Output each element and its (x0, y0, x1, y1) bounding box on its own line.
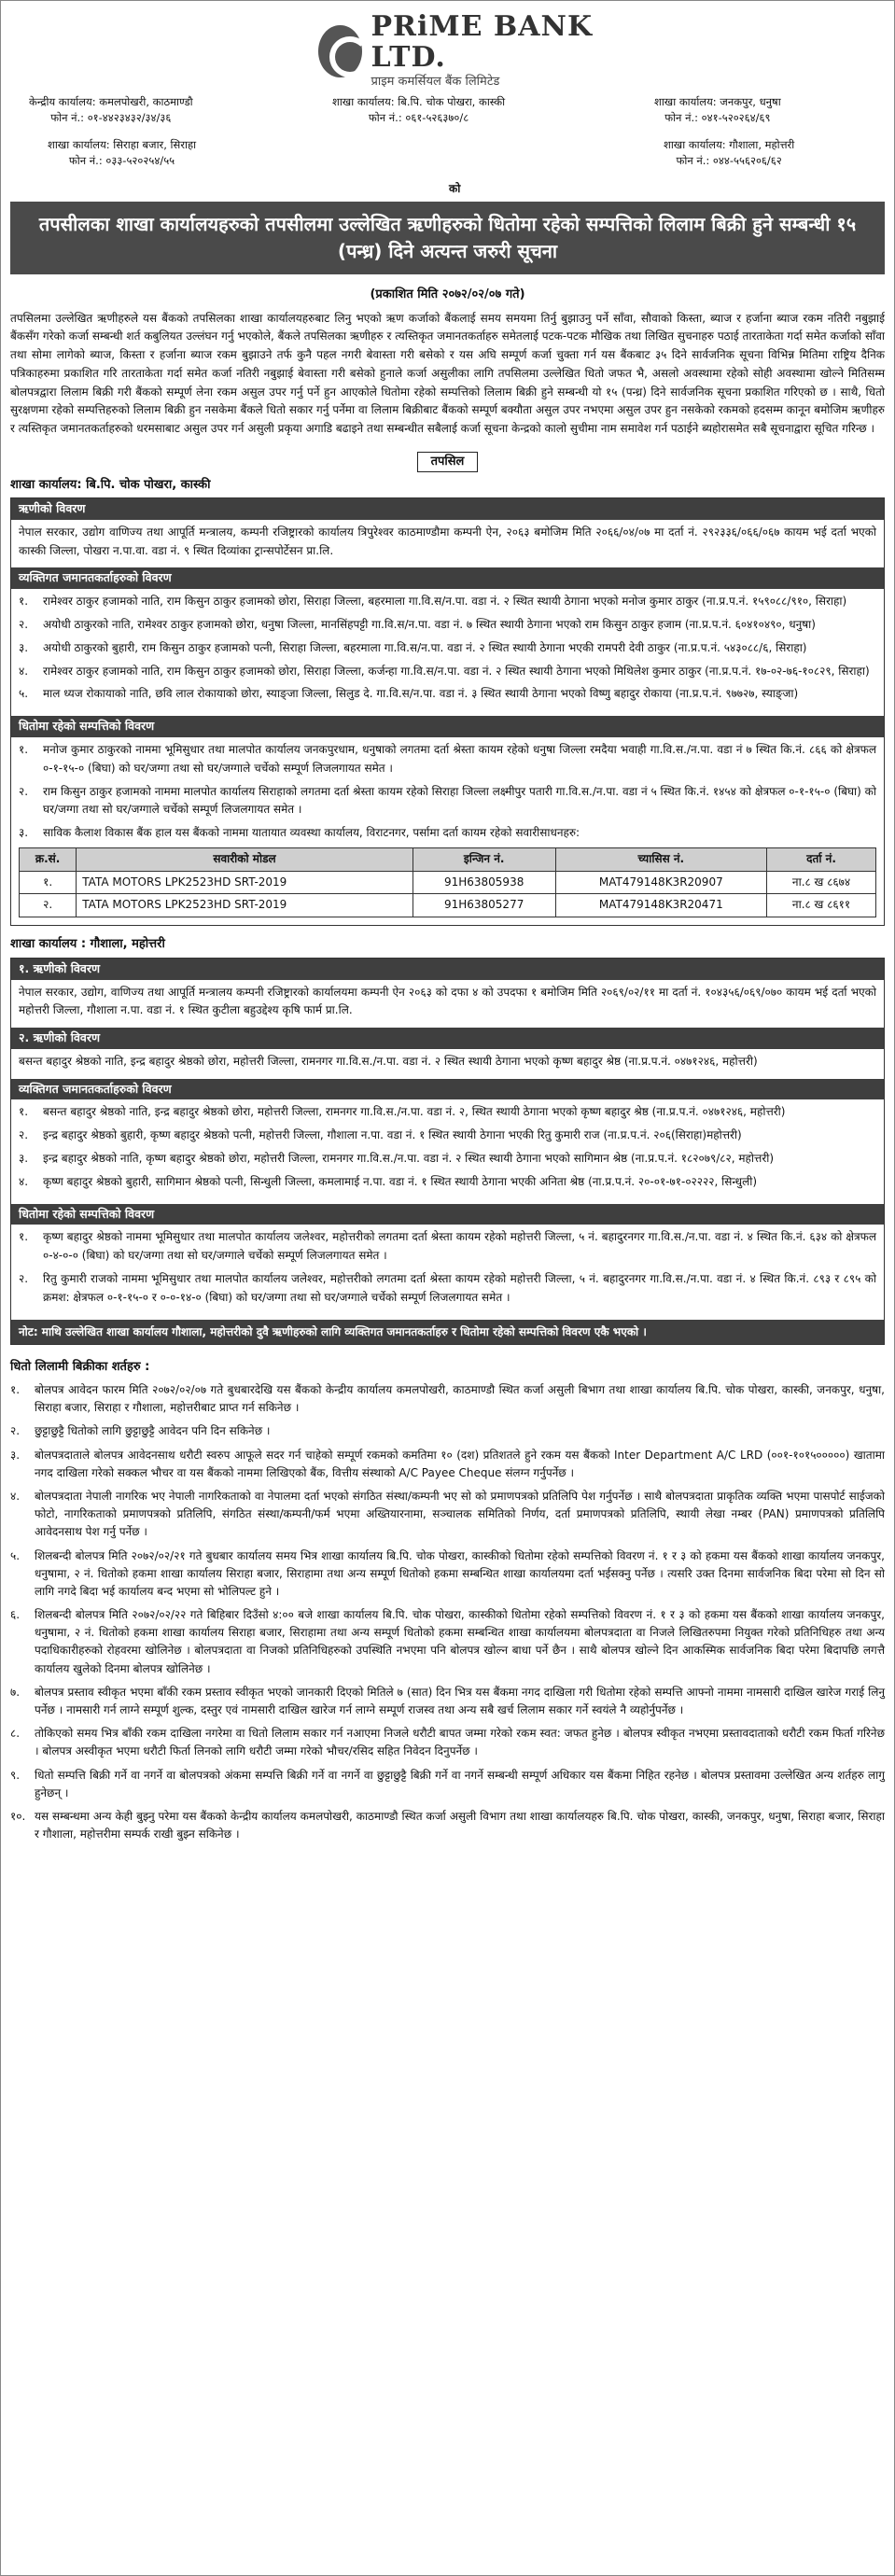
property-list (11, 737, 884, 925)
list-item: ७. बोलपत्र प्रस्ताव स्वीकृत भएमा बाँकी रकम प्रस्ताव स्वीकृत भएको जानकारी दिएको मितिले ७ (सात) दिन भित्र यस बैंकमा नगद दाखिला गरी धितोमा रहेको सम्पत्ति आफ्नो नाममा नामसारी दाखिल खारेज गराई लिनु पर्नेछ । नामसारी गर्न लाग्ने सम्पूर्ण शुल्क, दस्तुर एवं नामसारी दाखिल खारेज गर्न लाग्ने सम्पूर्ण राजस्व तथा अन्य सबै खर्च लिलाम सकार गर्ने स्वयंले नै व्यहोर्नुपर्नेछ । (10, 1685, 885, 1717)
list-item: ४. रामेश्वर ठाकुर हजामको नाति, राम किसुन ठाकुर हजामको छोरा, सिराहा जिल्ला, कर्जन्हा गा.वि.स/न.पा. वडा नं. २ स्थित स्थायी ठेगाना भएको मिथिलेश कुमार ठाकुर (ना.प्र.प.नं. १७-०२-७६-१०८२९, सिराहा) (19, 664, 870, 678)
borrower2-heading: २. ऋणीको विवरण (11, 1028, 884, 1049)
list-item: ४. बोलपत्रदाता नेपाली नागरिक भए नेपाली नागरिकताको वा नेपालमा दर्ता भएको संगठित संस्था/कम्पनी भए सो को प्रमाणपत्रको प्रतिलिपि पेश गर्नुपर्नेछ । साथै बोलपत्रदाता प्राकृतिक व्यक्ति भएमा पासपोर्ट साईजको फोटो, नागरिकताको प्रमाणपत्रको प्रतिलिपि, संगठित संस्था/कम्पनी/फर्म भएमा अख्तियारनामा, सञ्चालक समितिको निर्णय, दर्ता प्रमाणपत्रको प्रतिलिपि, स्थायी लेखा नम्बर (PAN) प्रमाणपत्रको प्रतिलिपि आवेदनसाथ पेश गर्नु पर्नेछ । (10, 1489, 885, 1539)
list-item: ५. माल ध्यज रोकायाको नाति, छवि लाल रोकायाको छोरा, स्याङ्जा जिल्ला, सिलुड दे. गा.वि.स/न.पा. वडा नं. ३ स्थित स्थायी ठेगाना भएको विष्णु बहादुर रोकाया (ना.प्र.प.नं. ९७७२७, स्याङ्जा) (19, 687, 799, 701)
borrower2-details: बसन्त बहादुर श्रेष्ठको नाति, इन्द्र बहादुर श्रेष्ठको छोरा, महोत्तरी जिल्ला, रामनगर गा.वि.स./न.पा. वडा नं. २ स्थित स्थायी ठेगाना भएको कृष्ण बहादुर श्रेष्ठ (ना.प्र.प.नं. ०४७१२४६, महोत्तरी) (19, 1054, 758, 1068)
property-list (11, 1225, 884, 1319)
list-item: ४. कृष्ण बहादुर श्रेष्ठको बुहारी, सागिमान श्रेष्ठको पत्नी, सिन्धुली जिल्ला, कमलामाई न.पा. वडा नं. १ स्थित स्थायी ठेगाना भएकी अनिता श्रेष्ठ (ना.प्र.प.नं. २०-०१-७१-०२२२२, सिन्धुली) (19, 1174, 757, 1188)
terms-heading: धितो लिलामी बिक्रीका शर्तहरु : (10, 1359, 150, 1374)
list-item: ६. शिलबन्दी बोलपत्र मिति २०७२/०२/२२ गते बिहिबार दिउँसो ४:०० बजे शाखा कार्यालय बि.पि. चोक पोखरा, कास्कीको धितोमा रहेको सम्पत्तिको विवरण नं. १ र ३ को हकमा यस बैंकको शाखा कार्यालय जनकपुर, धनुषामा, २ नं. धितोको हकमा शाखा कार्यालय सिराहा बजार, सिराहामा तथा अन्य सम्पूर्ण धितोको हकमा सम्बन्धित शाखा कार्यालयमा बोलपत्रदाता वा निजले लिखितरुपमा नियुक्त गरेको प्रतिनिधिहरु तथा अन्य पदाधिकारीहरुको रोहवरमा खोलिनेछ । बोलपत्रदाता वा निजको प्रतिनिधिहरुको उपस्थिति नभएमा पनि बोलपत्र खोल्न बाधा पर्ने छैन । साथै बोलपत्र खोल्ने दिन आकस्मिक सार्वजनिक बिदा परेमा बिदापछि लगत्तै कार्यालय खुलेको दिनमा बोलपत्र खोलिनेछ । (10, 1608, 885, 1675)
publication-date: (प्रकाशित मिति २०७२/०२/०७ गते) (370, 287, 525, 301)
bank-logo (318, 10, 626, 90)
list-item: १०. यस सम्बन्धमा अन्य केही बुझ्नु परेमा यस बैंकको केन्द्रीय कार्यालय कमलपोखरी, काठमाण्डौ स्थित कर्जा असुली विभाग तथा शाखा कार्यालयहरु बि.पि. चोक पोखरा, कास्की, जनकपुर, धनुषा, सिराहा बजार, सिराहा र गौशाला, महोत्तरीमा सम्पर्क राखी बुझ्न सकिनेछ । (10, 1809, 885, 1841)
col-model: सवारीको मोडल (77, 847, 413, 871)
header (10, 1, 885, 94)
list-item: ९. धितो सम्पत्ति बिक्री गर्ने वा नगर्ने वा बोलपत्रको अंकमा सम्पत्ति बिक्री गर्ने वा नगर्ने वा छुट्टाछुट्टै बिक्री गर्ने वा नगर्ने सम्बन्धी सम्पूर्ण अधिकार यस बैंकमा निहित रहनेछ । बोलपत्र प्रस्तावमा उल्लेखित अन्य शर्तहरु लागु हुनेछन् । (10, 1768, 885, 1799)
guarantor-list (11, 1099, 884, 1203)
ko-label: को (449, 182, 461, 195)
branch-pokhara-box (10, 497, 885, 926)
property-heading: धितोमा रहेको सम्पत्तिको विवरण (11, 716, 884, 737)
borrower1-details: नेपाल सरकार, उद्योग, वाणिज्य तथा आपूर्ति मन्त्रालय कम्पनी रजिष्ट्रारको कार्यालयमा कम्पनी ऐन २०६३ को दफा ४ को उपदफा १ बमोजिम मिति २०६९/०२/११ मा दर्ता नं. १०४३५६/०६९/०७० कायम भई दर्ता भएको महोत्तरी जिल्ला, गौशाला न.पा. वडा नं. १ स्थित कुटीला बहुउद्देश्य कृषि फार्म प्रा.लि. (19, 985, 876, 1017)
list-item: ३. अयोधी ठाकुरको बुहारी, राम किसुन ठाकुर हजामको पत्नी, सिराहा जिल्ला, बहरमाला गा.वि.स/न.पा. वडा नं. २ स्थित स्थायी ठेगाना भएकी रामपरी देवी ठाकुर (ना.प्र.प.नं. ५४३०८८/६, सिराहा) (19, 640, 807, 654)
property-heading: धितोमा रहेको सम्पत्तिको विवरण (11, 1204, 884, 1225)
office-siraha: शाखा कार्यालय: सिराहा बजार, सिराहा फोन नं.: ०३३-५२०२५४/५५ (48, 138, 197, 168)
list-item: २. छुट्टाछुट्टै धितोको लागि छुट्टाछुट्टै आवेदन पनि दिन सकिनेछ । (10, 1424, 271, 1438)
borrower-heading: ऋणीको विवरण (11, 498, 884, 520)
list-item: ३. बोलपत्रदाताले बोलपत्र आवेदनसाथ धरौटी स्वरुप आफूले सदर गर्न चाहेको सम्पूर्ण रकमको कमतिमा १० (दश) प्रतिशतले हुने रकम यस बैंकको Inter Department A/C LRD (००१-१०१५०००००) खातामा नगद दाखिला गरेको सक्कल भौचर वा यस बैंकको नाममा लिखिएको बैंक, वित्तीय संस्थाको A/C Payee Cheque संलग्न गर्नुपर्नेछ । (10, 1448, 885, 1479)
tapsil-heading: तपसिल (10, 452, 885, 472)
table-row: १. TATA MOTORS LPK2523HD SRT-2019 91H63805938 MAT479148K3R20907 ना.८ ख ८६७४ (20, 871, 876, 894)
col-reg: दर्ता नं. (767, 847, 876, 871)
col-chassis: च्यासिस नं. (555, 847, 767, 871)
list-item: ३. साविक कैलाश विकास बैंक हाल यस बैंकको नाममा यातायात व्यवस्था कार्यालय, विराटनगर, पर्सामा दर्ता कायम रहेको सवारीसाधनहरु: (19, 826, 580, 840)
office-central: केन्द्रीय कार्यालय: कमलपोखरी, काठमाण्डौ फोन नं.: ०१-४४२३४३२/३४/३६ (29, 95, 193, 125)
col-engine: इन्जिन नं. (413, 847, 555, 871)
col-sn: क्र.सं. (20, 847, 77, 871)
list-item: २. अयोधी ठाकुरको नाति, रामेश्वर ठाकुर हजामको छोरा, धनुषा जिल्ला, मानसिंहपट्टी गा.वि.स/न.पा. वडा नं. ७ स्थित स्थायी ठेगाना भएको राम किसुन ठाकुर हजाम (ना.प्र.प.नं. ६०४१०४९०, धनुषा) (19, 617, 816, 631)
list-item: २. राम किसुन ठाकुर हजामको नाममा मालपोत कार्यालय सिराहाको लगतमा दर्ता श्रेस्ता कायम रहेको सिराहा जिल्ला लक्ष्मीपुर पतारी गा.वि.स./न.पा. वडा नं ५ स्थित कि.नं. १४५४ को क्षेत्रफल ०-१-१५-० (बिघा) को घर/जग्गा तथा सो घर/जग्गाले चर्चेको सम्पूर्ण लिजलगायत समेत । (19, 784, 876, 817)
borrower1-heading: १. ऋणीको विवरण (11, 959, 884, 980)
guarantor-list (11, 589, 884, 716)
branch-gaushala-box (10, 958, 885, 1345)
office-pokhara: शाखा कार्यालय: बि.पि. चोक पोखरा, कास्की फोन नं.: ०६१-५२६३७०/८ (332, 95, 506, 125)
table-row: २. TATA MOTORS LPK2523HD SRT-2019 91H63805277 MAT479148K3R20471 ना.८ ख ८६११ (20, 894, 876, 917)
guarantor-heading: व्यक्तिगत जमानतकर्ताहरुको विवरण (11, 1079, 884, 1100)
branch-gaushala-title: शाखा कार्यालय : गौशाला, महोत्तरी (10, 937, 165, 952)
branch-note: नोट: माथि उल्लेखित शाखा कार्यालय गौशाला, महोत्तरीको दुवै ऋणीहरुको लागि व्यक्तिगत जमानतकर्ताहरु र धितोमा रहेको सम्पत्तिको विवरण एकै भएको । (11, 1320, 884, 1344)
list-item: १. मनोज कुमार ठाकुरको नाममा भूमिसुधार तथा मालपोत कार्यालय जनकपुरधाम, धनुषाको लगतमा दर्ता श्रेस्ता कायम रहेको धनुषा जिल्ला रमदैया भवाही गा.वि.स./न.पा. वडा नं ७ स्थित कि.नं. ८६६ को क्षेत्रफल ०-१-१५-० (बिघा) को घर/जग्गा तथा सो घर/जग्गाले चर्चेको सम्पूर्ण लिजलगायत समेत । (19, 742, 876, 775)
office-gaushala: शाखा कार्यालय: गौशाला, महोत्तरी फोन नं.: ०४४-५५६२०६/६२ (664, 138, 795, 168)
bank-emblem-icon (318, 25, 362, 77)
office-addresses (10, 94, 885, 195)
terms-list (10, 1381, 885, 1843)
list-item: ३. इन्द्र बहादुर श्रेष्ठको नाति, कृष्ण बहादुर श्रेष्ठको छोरा, महोत्तरी जिल्ला, रामनगर गा.वि.स./न.पा. वडा नं. २ स्थित स्थायी ठेगाना भएको सागिमान श्रेष्ठ (ना.प्र.प.नं. १८२०७९/८२, महोत्तरी) (19, 1152, 775, 1166)
list-item: १. कृष्ण बहादुर श्रेष्ठको नाममा भूमिसुधार तथा मालपोत कार्यालय जलेश्वर, महोत्तरीको लगतमा दर्ता श्रेस्ता कायम रहेको महोत्तरी जिल्ला, ५ नं. बहादुरनगर गा.वि.स./न.पा. वडा नं. ४ स्थित कि.नं. ६३४ को क्षेत्रफल ०-४-०-० (बिघा) को घर/जग्गा तथा सो घर/जग्गाले चर्चेको सम्पूर्ण लिजलगायत समेत । (19, 1230, 876, 1263)
office-janakpur: शाखा कार्यालय: जनकपुर, धनुषा फोन नं.: ०४१-५२०२६४/६९ (654, 95, 781, 125)
bank-name-nepali: प्राइम कमर्सियल बैंक लिमिटेड (371, 75, 500, 90)
bank-name: PRiME BANK LTD. (371, 10, 594, 75)
borrower-details: नेपाल सरकार, उद्योग वाणिज्य तथा आपूर्ति मन्त्रालय, कम्पनी रजिष्ट्रारको कार्यालय त्रिपुरेश्वर काठमाण्डौमा कम्पनी ऐन, २०६३ बमोजिम मिति २०६६/०४/०७ मा दर्ता नं. २९२३३६/०६६/०६७ कायम भई दर्ता भएको कास्की जिल्ला, पोखरा न.पा.वा. वडा नं. ९ स्थित दिव्यांका ट्रान्सपोर्टेसन प्रा.लि. (19, 525, 876, 557)
list-item: २. रितु कुमारी राजको नाममा भूमिसुधार तथा मालपोत कार्यालय जलेश्वर, महोत्तरीको लगतमा दर्ता श्रेस्ता कायम रहेको महोत्तरी जिल्ला, ५ नं. बहादुरनगर गा.वि.स./न.पा. वडा नं. ४ स्थित कि.नं. ८९३ र ८९५ को क्रमश: क्षेत्रफल ०-१-१५-० र ०-०-१४-० (बिघा) को घर/जग्गा तथा सो घर/जग्गाले चर्चेको सम्पूर्ण लिजलगायत समेत । (19, 1271, 876, 1304)
branch-pokhara-title: शाखा कार्यालय: बि.पि. चोक पोखरा, कास्की (10, 477, 211, 492)
list-item: १. बसन्त बहादुर श्रेष्ठको नाति, इन्द्र बहादुर श्रेष्ठको छोरा, महोत्तरी जिल्ला, रामनगर गा.वि.स./न.पा. वडा नं. २, स्थित स्थायी ठेगाना भएको कृष्ण बहादुर श्रेष्ठ (ना.प्र.प.नं. ०४७१२४६, महोत्तरी) (19, 1105, 786, 1119)
list-item: १. रामेश्वर ठाकुर हजामको नाति, राम किसुन ठाकुर हजामको छोरा, सिराहा जिल्ला, बहरमाला गा.वि.स/न.पा. वडा नं. २ स्थित स्थायी ठेगाना भएको मनोज कुमार ठाकुर (ना.प्र.प.नं. १५९०८८/९१०, सिराहा) (19, 595, 847, 609)
list-item: २. इन्द्र बहादुर श्रेष्ठको बुहारी, कृष्ण बहादुर श्रेष्ठको पत्नी, महोत्तरी जिल्ला, गौशाला न.पा. वडा नं. १ स्थित स्थायी ठेगाना भएकी रितु कुमारी राज (ना.प्र.प.नं. २०६(सिराहा)महोत्तरी) (19, 1128, 742, 1142)
intro-paragraph: तपसिलमा उल्लेखित ऋणीहरुले यस बैंकको तपसिलका शाखा कार्यालयहरुबाट लिनु भएको ऋण कर्जाको बैंकलाई समय समयमा तिर्नु बुझाउनु पर्ने साँवा, सौवाको किस्ता, ब्याज र हर्जाना ब्याज रकम नतिरी नबुझाई बैंकसँग गरेको कर्जा सम्बन्धी शर्त कबुलियत उल्लंघन गर्नु भएकोले, बैंकले तपसिलका ऋणीहरु र त्यस्तिकृत जमानतकर्ताहरु समेतलाई पटक-पटक मौखिक तथा लिखित सुचनाहरु पठाई तारताकेता गर्दा समेत कर्जाको साँवा तथा सोमा लागेको ब्याज, किस्ता र हर्जाना ब्याज रकम बुझाउने तर्फ कुनै पहल नगरी बेवास्ता गरी बसेको र यस अघि सम्पूर्ण कर्जा चुक्ता गर्न यस बैंकबाट ३५ दिने सार्वजनिक सूचना विभिन्न मितिमा राष्ट्रिय दैनिक पत्रिकाहरुमा प्रकाशित गरि तारताकेता गर्दा समेत कर्जा नतिरी नबुझाई बेवास्ता गरी बसेको हुनाले कर्जा असुलीका लागि तपसिलमा उल्लेखित धितो जफत भै, असलो अवस्थामा रहेको सोही अवस्थामा खोल्ने मितिसम्म बोलपत्रद्वारा लिलाम बिक्री गरी बैंकको सम्पूर्ण लेना रकम असुल उपर गर्नु पर्ने हुन आएकोले धितोमा रहेको सम्पत्तिको लिलाम बिक्री हुने सम्बन्धी यो १५ (पन्ध्र) दिने सार्वजनिक सूचना प्रकाशित गरिएको छ । साथै, धितो सुरक्षणमा रहेको सम्पत्तिहरुको लिलाम बिक्री हुन नसकेमा बैंकले धितो सकार गर्नु पर्नेमा वा लिलाम बिक्रीबाट बैंकको सम्पूर्ण बक्यौता असुल उपर नभएमा असुल उपर हुन नसकेको रकमको हदसम्म कानून बमोजिम ऋणीहरु र त्यस्तिकृत जमानतकर्ताहरुको धरमसाबाट असुल उपर गर्न असुली प्रकृया अगाडि बढाइने तथा सम्बन्धीत सबैलाई कर्जा सूचना केन्द्रको कालो सुचीमा नाम समावेश गर्न पठाईने ब्यहोरासमेत सबै सूचनाद्वारा सूचित गरिन्छ । (10, 311, 885, 436)
list-item: ८. तोकिएको समय भित्र बाँकी रकम दाखिला नगरेमा वा धितो लिलाम सकार गर्न नआएमा निजले धरौटी बापत जम्मा गरेको रकम स्वत: जफत हुनेछ । बोलपत्र स्वीकृत नभएमा प्रस्तावदाताको धरौटी रकम फिर्ता गरिनेछ । बोलपत्र अस्वीकृत भएमा धरौटी फिर्ता लिनको लागि धरौटी जम्मा गरेको भौचर/रसिद सहित निवेदन दिनुपर्नेछ । (10, 1727, 885, 1758)
vehicle-table (19, 847, 876, 917)
list-item: ५. शिलबन्दी बोलपत्र मिति २०७२/०२/२१ गते बुधबार कार्यालय समय भित्र शाखा कार्यालय बि.पि. चोक पोखरा, कास्कीको धितोमा रहेको सम्पत्तिको विवरण नं. १ र ३ को हकमा यस बैंकको शाखा कार्यालय जनकपुर, धनुषामा, २ नं. धितोको हकमा शाखा कार्यालय सिराहा बजार, सिराहामा तथा अन्य सम्पूर्ण धितोको हकमा सम्बन्धित शाखा कार्यालयमा दर्ता भईसक्नु पर्नेछ । त्यसरि उक्त दिनमा सार्वजनिक बिदा परेमा सो दिन सो लागि नगदे बिदा भई कार्यालय बन्द भएमा सो भोलिपल्ट हुने । (10, 1548, 885, 1598)
list-item: १. बोलपत्र आवेदन फारम मिति २०७२/०२/०७ गते बुधबारदेखि यस बैंकको केन्द्रीय कार्यालय कमलपोखरी, काठमाण्डौ स्थित कर्जा असुली बिभाग तथा शाखा कार्यालय बि.पि. चोक पोखरा, कास्की, जनकपुर, धनुषा, सिराहा बजार, सिराहा र गौशाला, महोत्तरीबाट प्राप्त गर्न सकिनेछ । (10, 1383, 885, 1415)
notice-title: तपसीलका शाखा कार्यालयहरुको तपसीलमा उल्लेखित ऋणीहरुको धितोमा रहेको सम्पत्तिको लिलाम बिक्री हुने सम्बन्धी १५ (पन्ध्र) दिने अत्यन्त जरुरी सूचना (10, 202, 885, 274)
guarantor-heading: व्यक्तिगत जमानतकर्ताहरुको विवरण (11, 567, 884, 589)
